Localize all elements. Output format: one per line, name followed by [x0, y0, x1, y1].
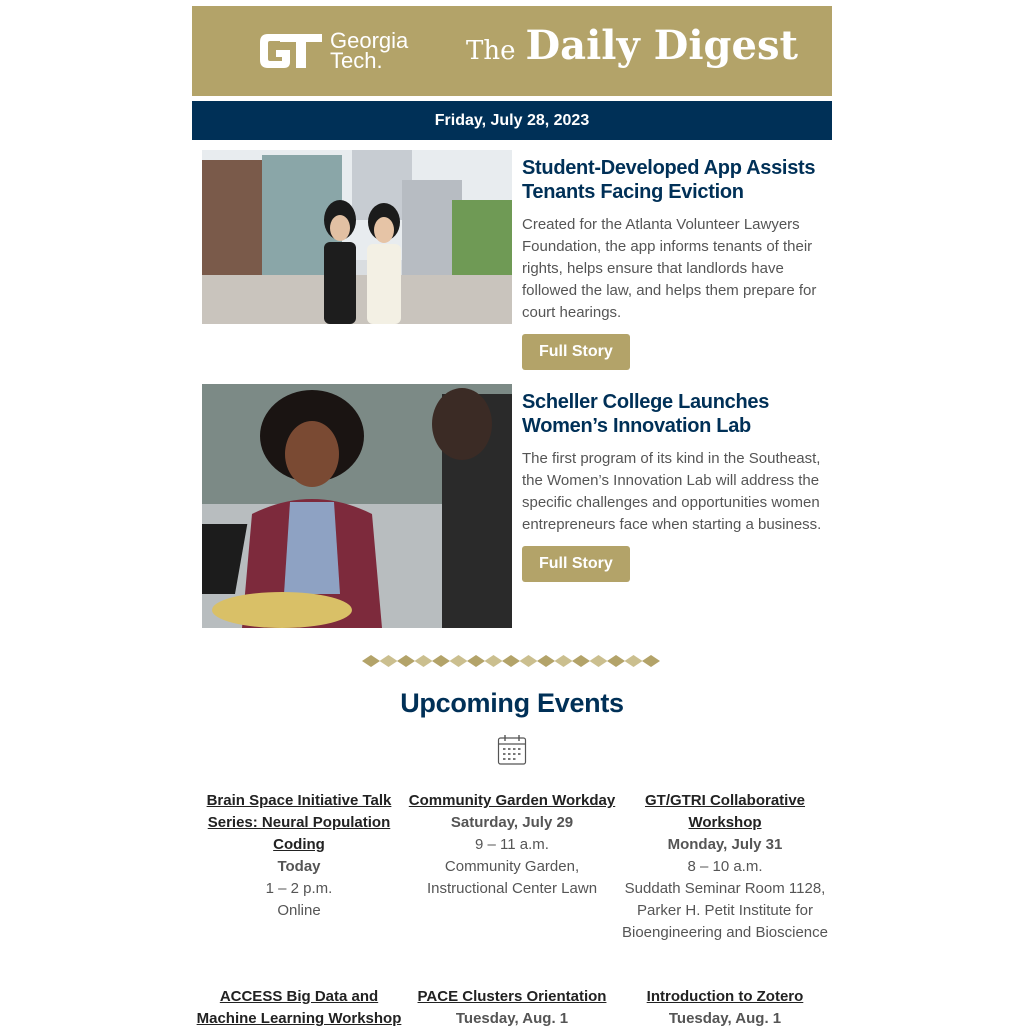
event-time: 8 – 10 a.m.: [687, 858, 763, 875]
upcoming-events-heading: Upcoming Events: [400, 688, 624, 718]
logo-wordmark: Georgia Tech.: [330, 28, 409, 73]
story-1-title[interactable]: Student-Developed App Assists Tenants Facing Eviction: [522, 157, 816, 203]
story-2-image[interactable]: [202, 384, 512, 628]
story-1-body: [522, 156, 832, 370]
issue-date: Friday, July 28, 2023: [434, 111, 590, 129]
georgia-tech-logo[interactable]: [258, 30, 408, 72]
story-1-image[interactable]: [202, 150, 512, 324]
calendar-icon: [497, 734, 527, 766]
event-title-link[interactable]: PACE Clusters Orientation: [417, 988, 607, 1005]
event-item: [405, 790, 619, 900]
event-item: [405, 986, 619, 1030]
event-title-link[interactable]: Brain Space Initiative Talk Series: Neural Population Coding: [206, 792, 392, 853]
event-location: Suddath Seminar Room 1128, Parker H. Petit Institute for Bioengineering and Bioscience: [622, 880, 828, 941]
story-2-full-story-button[interactable]: Full Story: [522, 546, 630, 582]
newsletter-title: [466, 22, 798, 69]
title-prefix: The: [466, 36, 516, 66]
story-1-summary: Created for the Atlanta Volunteer Lawyers Foundation, the app informs tenants of their rights, helps ensure that landlords have followed the law, and helps them prepare for court hearings.: [522, 216, 817, 321]
event-title-link[interactable]: Community Garden Workday: [408, 792, 616, 809]
newsletter: [192, 6, 832, 1027]
event-time: 1 – 2 p.m.: [265, 880, 333, 897]
date-bar: [192, 101, 832, 140]
event-item: [618, 986, 832, 1030]
event-location: Online: [277, 902, 321, 919]
story-1-full-story-button[interactable]: Full Story: [522, 334, 630, 370]
diamond-divider-icon: [362, 654, 662, 668]
story-2-title[interactable]: Scheller College Launches Women’s Innovation Lab: [522, 391, 770, 437]
event-date: Saturday, July 29: [450, 814, 574, 831]
event-title-link[interactable]: Introduction to Zotero: [646, 988, 804, 1005]
gt-monogram-icon: [258, 30, 324, 72]
event-title-link[interactable]: GT/GTRI Collaborative Workshop: [644, 792, 806, 831]
event-time: 9 – 11 a.m.: [475, 836, 549, 853]
story-2-summary: The first program of its kind in the Southeast, the Women’s Innovation Lab will address the specific challenges and opportunities women entrepreneurs face when starting a business.: [522, 450, 822, 533]
event-date: Monday, July 31: [667, 836, 783, 853]
event-date: Today: [277, 858, 321, 875]
event-location: Community Garden, Instructional Center Lawn: [426, 858, 598, 897]
story-2-body: [522, 390, 832, 582]
title-main: Daily Digest: [525, 22, 798, 69]
event-item: [192, 790, 406, 922]
header-banner: [192, 6, 832, 96]
event-item: [192, 986, 406, 1030]
event-title-link[interactable]: ACCESS Big Data and Machine Learning Workshop: [196, 988, 402, 1027]
event-item: [618, 790, 832, 944]
event-date: Tuesday, Aug. 1: [455, 1010, 569, 1027]
event-date: Tuesday, Aug. 1: [668, 1010, 782, 1027]
